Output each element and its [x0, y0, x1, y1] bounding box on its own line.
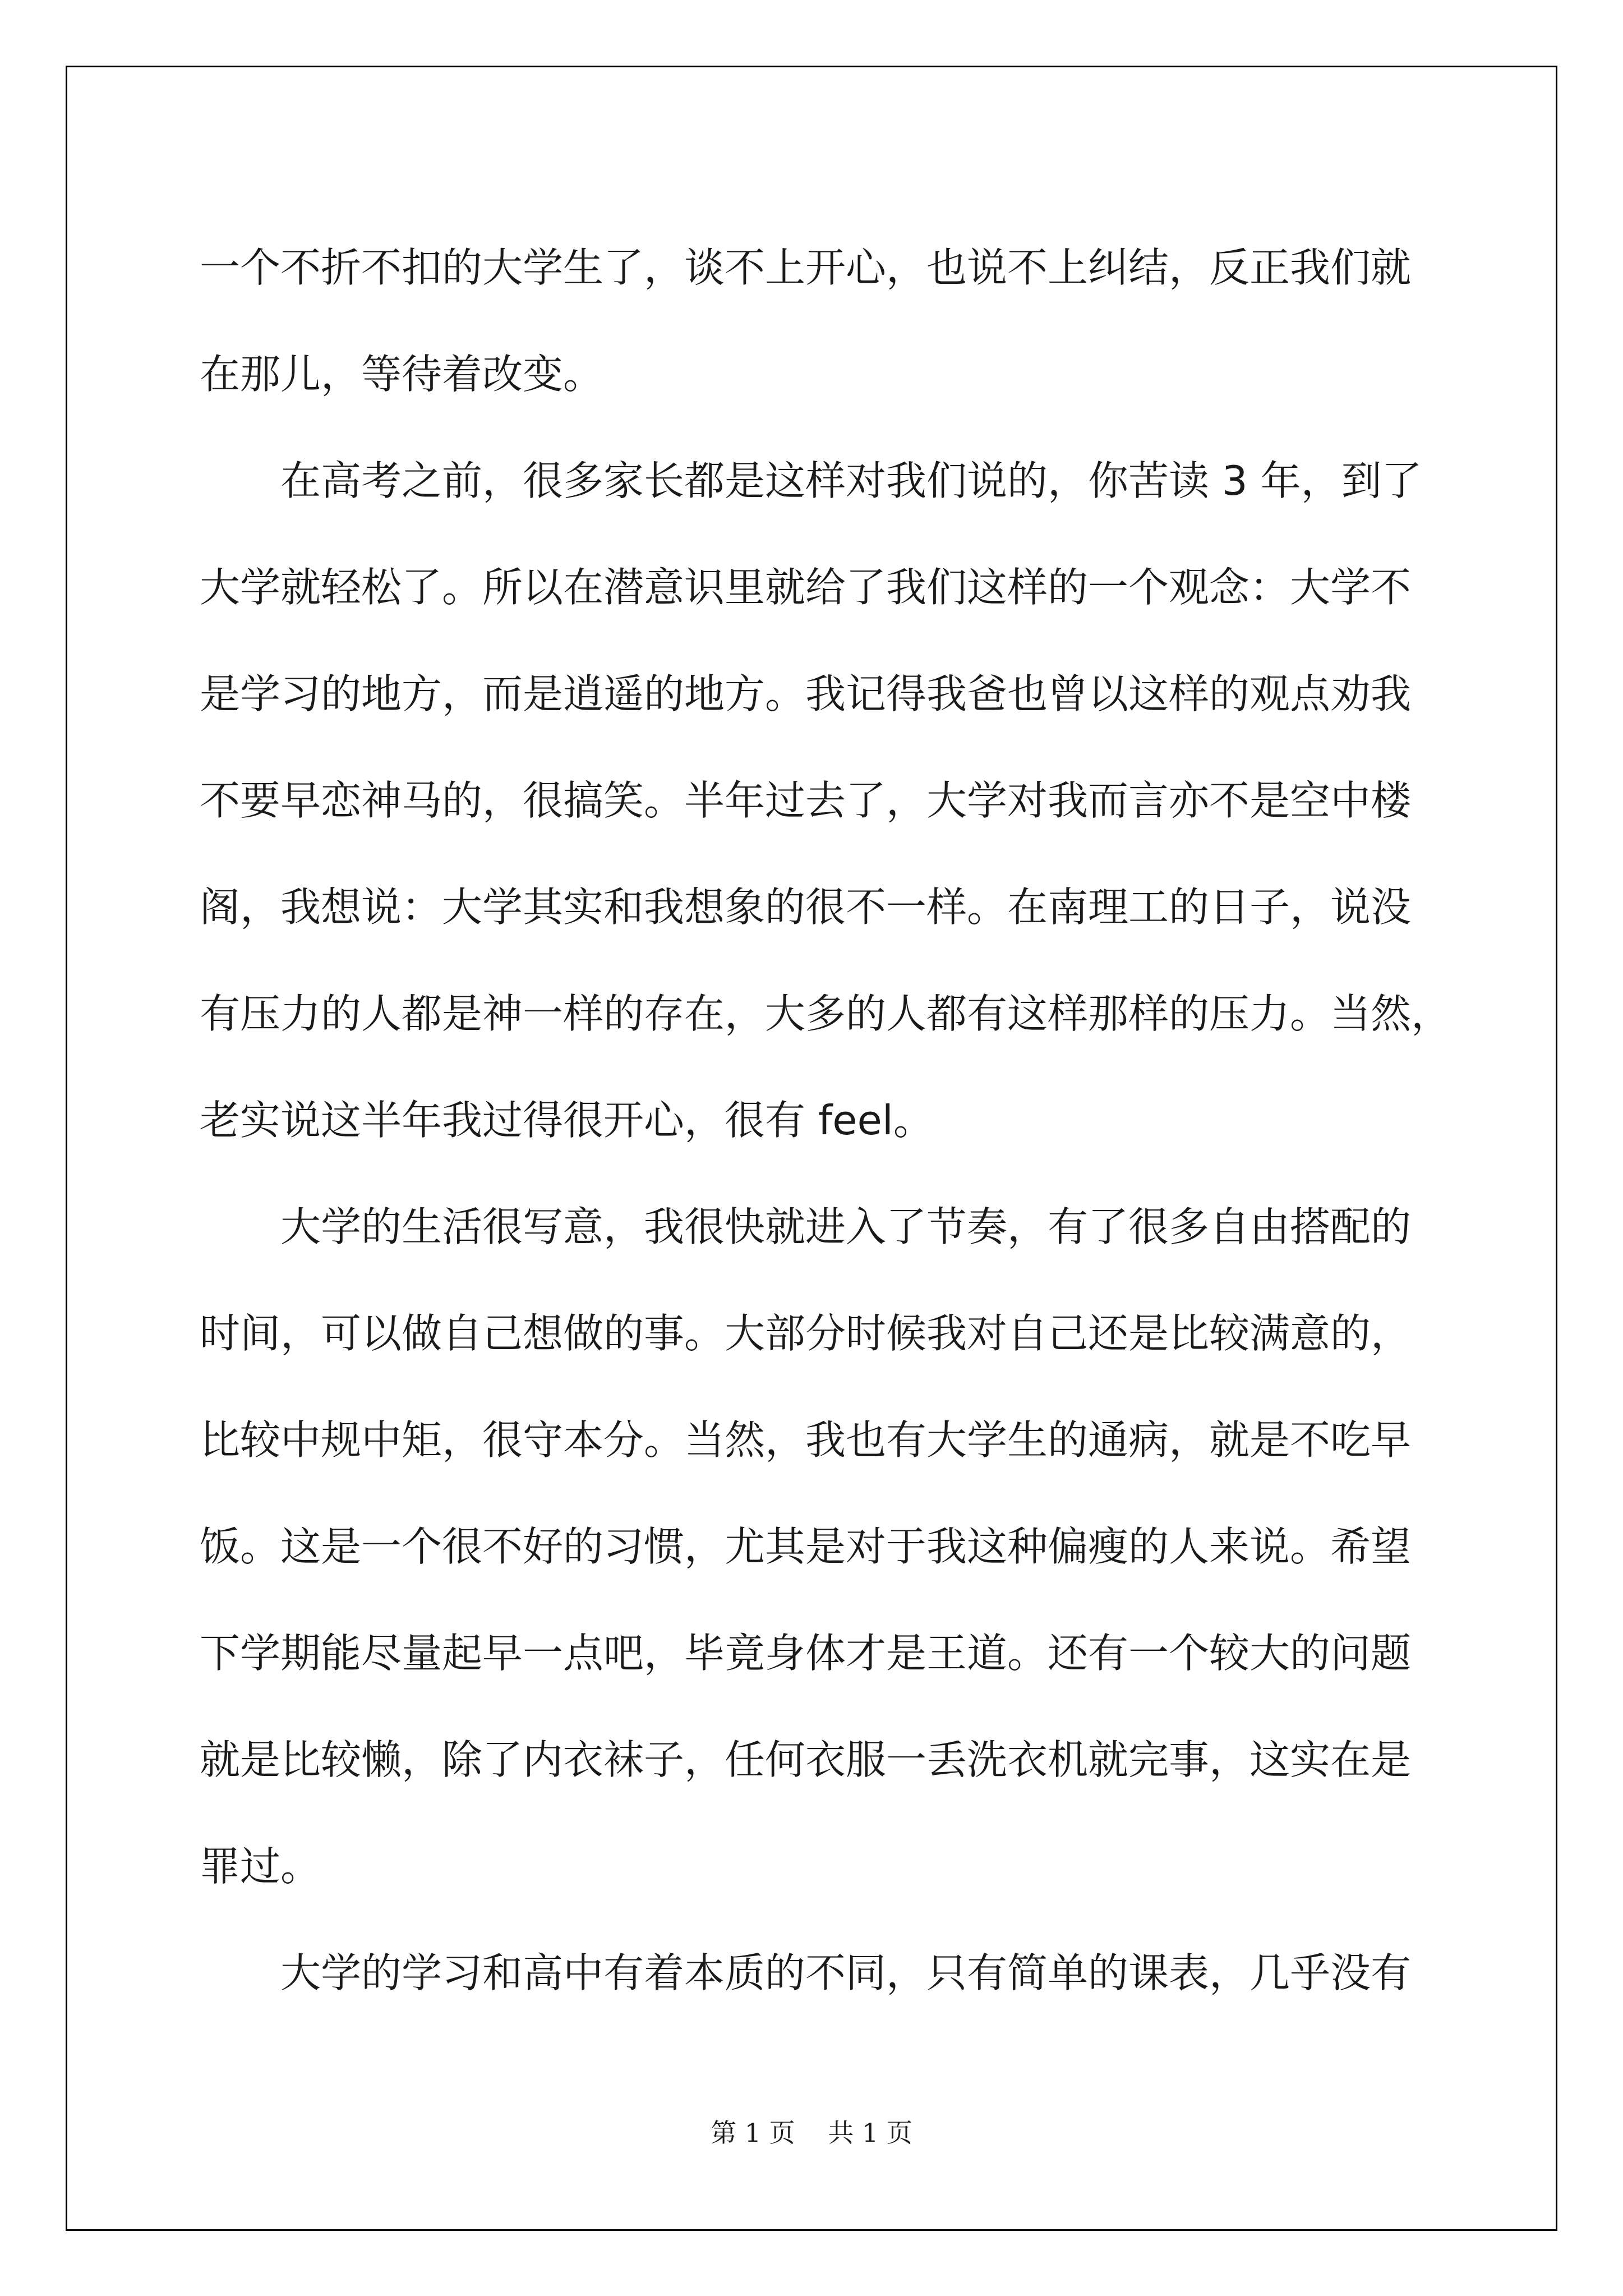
text-line: 罪过。	[200, 1843, 321, 1890]
text-line: 一个不折不扣的大学生了，谈不上开心，也说不上纠结，反正我们就	[200, 244, 1412, 291]
text-line: 饭。这是一个很不好的习惯，尤其是对于我这种偏瘦的人来说。希望	[200, 1523, 1412, 1570]
text-line: 阁，我想说：大学其实和我想象的很不一样。在南理工的日子，说没	[200, 884, 1412, 931]
text-line: 大学的学习和高中有着本质的不同，只有简单的课表，几乎没有	[280, 1949, 1412, 1996]
paragraph	[200, 1920, 1467, 2026]
text-line: 就是比较懒，除了内衣袜子，任何衣服一丢洗衣机就完事，这实在是	[200, 1736, 1412, 1783]
document-body	[200, 214, 1467, 2026]
page-number-total: 共 1 页	[828, 2118, 912, 2148]
paragraph	[200, 1174, 1467, 1920]
text-line: 不要早恋神马的，很搞笑。半年过去了，大学对我而言亦不是空中楼	[200, 777, 1412, 824]
text-line: 老实说这半年我过得很开心，很有 feel。	[200, 1097, 934, 1144]
text-line: 有压力的人都是神一样的存在，大多的人都有这样那样的压力。当然，	[200, 990, 1452, 1037]
text-line: 比较中规中矩，很守本分。当然，我也有大学生的通病，就是不吃早	[200, 1416, 1412, 1464]
text-line: 时间，可以做自己想做的事。大部分时候我对自己还是比较满意的，	[200, 1310, 1412, 1357]
text-line: 在那儿，等待着改变。	[200, 351, 604, 398]
text-line: 大学就轻松了。所以在潜意识里就给了我们这样的一个观念：大学不	[200, 564, 1412, 611]
text-line: 下学期能尽量起早一点吧，毕竟身体才是王道。还有一个较大的问题	[200, 1630, 1412, 1677]
text-line: 在高考之前，很多家长都是这样对我们说的，你苦读 3 年，到了	[280, 457, 1422, 504]
page-number-current: 第 1 页	[711, 2118, 795, 2148]
paragraph	[200, 427, 1467, 1174]
text-line: 大学的生活很写意，我很快就进入了节奏，有了很多自由搭配的	[280, 1203, 1412, 1250]
page-footer	[0, 2113, 1623, 2150]
text-line: 是学习的地方，而是逍遥的地方。我记得我爸也曾以这样的观点劝我	[200, 670, 1412, 717]
paragraph	[200, 214, 1467, 427]
